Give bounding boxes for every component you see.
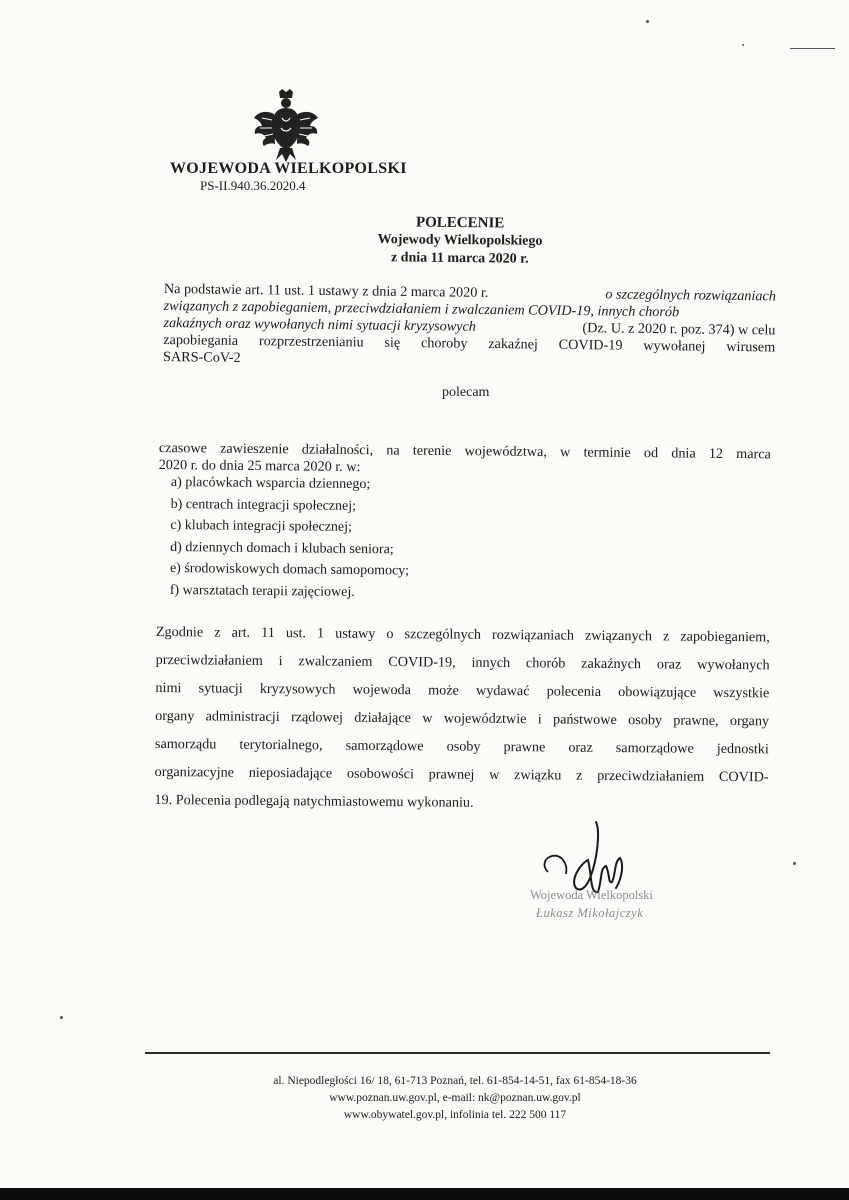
legal-line bbox=[155, 708, 769, 730]
word: jednostki bbox=[716, 740, 769, 758]
footer-info: www.obywatel.gov.pl, infolinia tel. 222 500 117 bbox=[343, 1109, 567, 1121]
word: państwowe bbox=[552, 711, 617, 729]
word: ust. bbox=[285, 625, 307, 642]
word: z bbox=[214, 624, 221, 641]
word: innych bbox=[471, 654, 511, 672]
word: 1 bbox=[316, 625, 325, 642]
list-item: d) dziennych domach i klubach seniora; bbox=[170, 539, 394, 557]
document-issuer: Wojewody Wielkopolskiego bbox=[377, 232, 543, 249]
word: prawne bbox=[503, 739, 546, 756]
word: nieposiadające bbox=[248, 764, 333, 782]
facility-list bbox=[170, 472, 410, 603]
list-item: e) środowiskowych domach samopomocy; bbox=[169, 560, 410, 579]
word: i bbox=[537, 711, 542, 728]
word: działające bbox=[354, 709, 412, 727]
legal-text bbox=[155, 736, 769, 758]
scan-speck bbox=[793, 862, 796, 865]
stamp-name: Łukasz Mikołajczyk bbox=[536, 906, 644, 920]
word: chorób bbox=[525, 655, 566, 672]
word: wywołanej bbox=[643, 337, 706, 355]
word: osobowości bbox=[346, 765, 415, 783]
legal-line bbox=[155, 680, 769, 702]
word: organizacyjne bbox=[154, 763, 235, 781]
scan-speck bbox=[60, 1016, 63, 1019]
legal-line bbox=[156, 652, 770, 674]
intro-text: Na podstawie art. 11 ust. 1 ustawy z dnia 2 marca 2020 r. bbox=[163, 281, 489, 301]
word: rządowej bbox=[290, 709, 344, 726]
word: działalności, bbox=[301, 441, 374, 459]
word: zapobiegania bbox=[163, 331, 239, 349]
legal-text bbox=[156, 624, 770, 646]
suspension-paragraph bbox=[158, 440, 771, 476]
word: prawne, bbox=[673, 712, 719, 729]
issuing-authority: WOJEWODA WIELKOPOLSKI bbox=[170, 160, 407, 177]
word: szczególnych bbox=[404, 626, 482, 643]
word: na bbox=[386, 442, 400, 459]
word: województwie bbox=[443, 710, 527, 728]
document-date: z dnia 11 marca 2020 r. bbox=[390, 250, 529, 267]
polish-eagle-emblem-icon bbox=[252, 88, 320, 164]
legal-text bbox=[155, 680, 769, 702]
word: przeciwdziałaniem bbox=[597, 767, 705, 785]
word: 12 bbox=[708, 445, 724, 462]
scan-speck bbox=[790, 48, 835, 49]
scan-edge bbox=[0, 1188, 849, 1200]
word: osoby bbox=[446, 738, 481, 755]
word: art. bbox=[231, 624, 251, 641]
legal-line bbox=[155, 764, 769, 786]
word: terytorialnego, bbox=[239, 736, 323, 754]
legal-text bbox=[155, 708, 769, 730]
decision-word: polecam bbox=[442, 385, 490, 400]
word: wszystkie bbox=[713, 684, 770, 702]
act-title-text: związanych z zapobieganiem, przeciwdziałaniem i zwalczaniem COVID-19, innych chorób bbox=[163, 297, 680, 321]
word: w bbox=[489, 766, 500, 784]
word: COVID-19, bbox=[388, 654, 456, 671]
word: wojewoda bbox=[352, 681, 412, 699]
legal-text bbox=[156, 652, 770, 674]
word: marca bbox=[736, 446, 771, 463]
word: osoby bbox=[628, 712, 663, 729]
word: sytuacji bbox=[198, 680, 243, 697]
word: z bbox=[662, 628, 670, 645]
word: kryzysowych bbox=[259, 680, 336, 698]
document-title-block bbox=[340, 213, 581, 270]
word: się bbox=[384, 334, 401, 351]
word: samorządu bbox=[154, 735, 217, 753]
word: oraz bbox=[568, 739, 593, 756]
legal-basis-paragraph bbox=[154, 624, 770, 811]
word: wydawać bbox=[475, 682, 530, 700]
list-item: a) placówkach wsparcia dziennego; bbox=[170, 474, 371, 493]
word: polecenia bbox=[546, 683, 602, 700]
word: związanych bbox=[584, 627, 653, 645]
intro-line bbox=[163, 349, 241, 367]
word: rozwiązaniach bbox=[491, 626, 575, 644]
act-title-text: zakaźnych oraz wywołanych nimi sytuacji kryzysowych bbox=[163, 314, 477, 335]
word: i bbox=[278, 653, 283, 670]
word: związku bbox=[514, 767, 562, 784]
list-item: c) klubach integracji społecznej; bbox=[170, 517, 353, 535]
word: obowiązujące bbox=[618, 684, 697, 701]
word: zapobieganiem, bbox=[680, 628, 770, 646]
word: organy bbox=[155, 707, 195, 725]
word: od bbox=[643, 445, 659, 462]
word: choroby bbox=[420, 335, 468, 352]
legal-text bbox=[155, 764, 769, 786]
word: może bbox=[428, 682, 459, 699]
scan-speck bbox=[646, 20, 649, 23]
handwritten-signature bbox=[540, 818, 630, 898]
suspension-text: 2020 r. do dnia 25 marca 2020 r. w: bbox=[158, 456, 361, 476]
footer-contact: www.poznan.uw.gov.pl, e-mail: nk@poznan.uw.gov.pl bbox=[329, 1092, 581, 1104]
official-stamp bbox=[530, 888, 680, 921]
word: Zgodnie bbox=[155, 624, 204, 641]
word: w bbox=[422, 710, 433, 727]
word: administracji bbox=[205, 708, 280, 726]
word: zawieszenie bbox=[220, 440, 289, 458]
word: wywołanych bbox=[697, 656, 770, 674]
word: zakaźnej bbox=[488, 335, 538, 353]
word: wirusem bbox=[726, 338, 776, 356]
word: terminie bbox=[583, 444, 631, 461]
word: dnia bbox=[671, 445, 696, 462]
word: organy bbox=[729, 713, 770, 730]
word: rozprzestrzenianiu bbox=[258, 333, 364, 351]
word: o bbox=[386, 626, 394, 643]
word: zwalczaniem bbox=[298, 653, 373, 670]
list-item: b) centrach integracji społecznej; bbox=[170, 496, 357, 514]
list-item: f) warsztatach terapii zajęciowej. bbox=[169, 582, 355, 600]
act-title-text: o szczególnych rozwiązaniach bbox=[605, 286, 776, 305]
word: prawnej bbox=[428, 766, 475, 783]
word: w bbox=[559, 444, 571, 461]
word: terenie bbox=[412, 442, 452, 460]
legal-line bbox=[154, 792, 473, 812]
word: ustawy bbox=[335, 625, 376, 642]
word: województwa, bbox=[464, 443, 548, 461]
legal-line bbox=[155, 736, 769, 758]
reference-number: PS-II.940.36.2020.4 bbox=[200, 178, 306, 193]
stamp-title: Wojewoda Wielkopolski bbox=[530, 888, 653, 902]
word: zakaźnych bbox=[581, 655, 642, 673]
footer-divider bbox=[145, 1052, 770, 1054]
word: czasowe bbox=[158, 440, 208, 457]
intro-text: (Dz. U. z 2020 r. poz. 374) w celu bbox=[582, 320, 776, 339]
word: z bbox=[575, 767, 583, 784]
word: nimi bbox=[155, 679, 182, 697]
legal-line bbox=[156, 624, 770, 646]
intro-text: SARS-CoV-2 bbox=[162, 348, 241, 366]
footer-address: al. Niepodległości 16/ 18, 61-713 Poznań, tel. 61-854-14-51, fax 61-854-18-36 bbox=[273, 1075, 637, 1087]
word: samorządowe bbox=[345, 737, 424, 755]
word: COVID- bbox=[718, 768, 769, 786]
word: oraz bbox=[656, 656, 682, 673]
word: 11 bbox=[261, 624, 275, 642]
document-title: POLECENIE bbox=[415, 214, 505, 232]
word: samorządowe bbox=[615, 740, 694, 757]
word: przeciwdziałaniem bbox=[155, 651, 263, 669]
footer bbox=[200, 1073, 710, 1124]
legal-text: 19. Polecenia podlegają natychmiastowemu wykonaniu. bbox=[154, 791, 474, 811]
scan-speck bbox=[742, 44, 744, 46]
legal-basis-intro bbox=[162, 281, 776, 366]
word: COVID-19 bbox=[558, 336, 623, 354]
